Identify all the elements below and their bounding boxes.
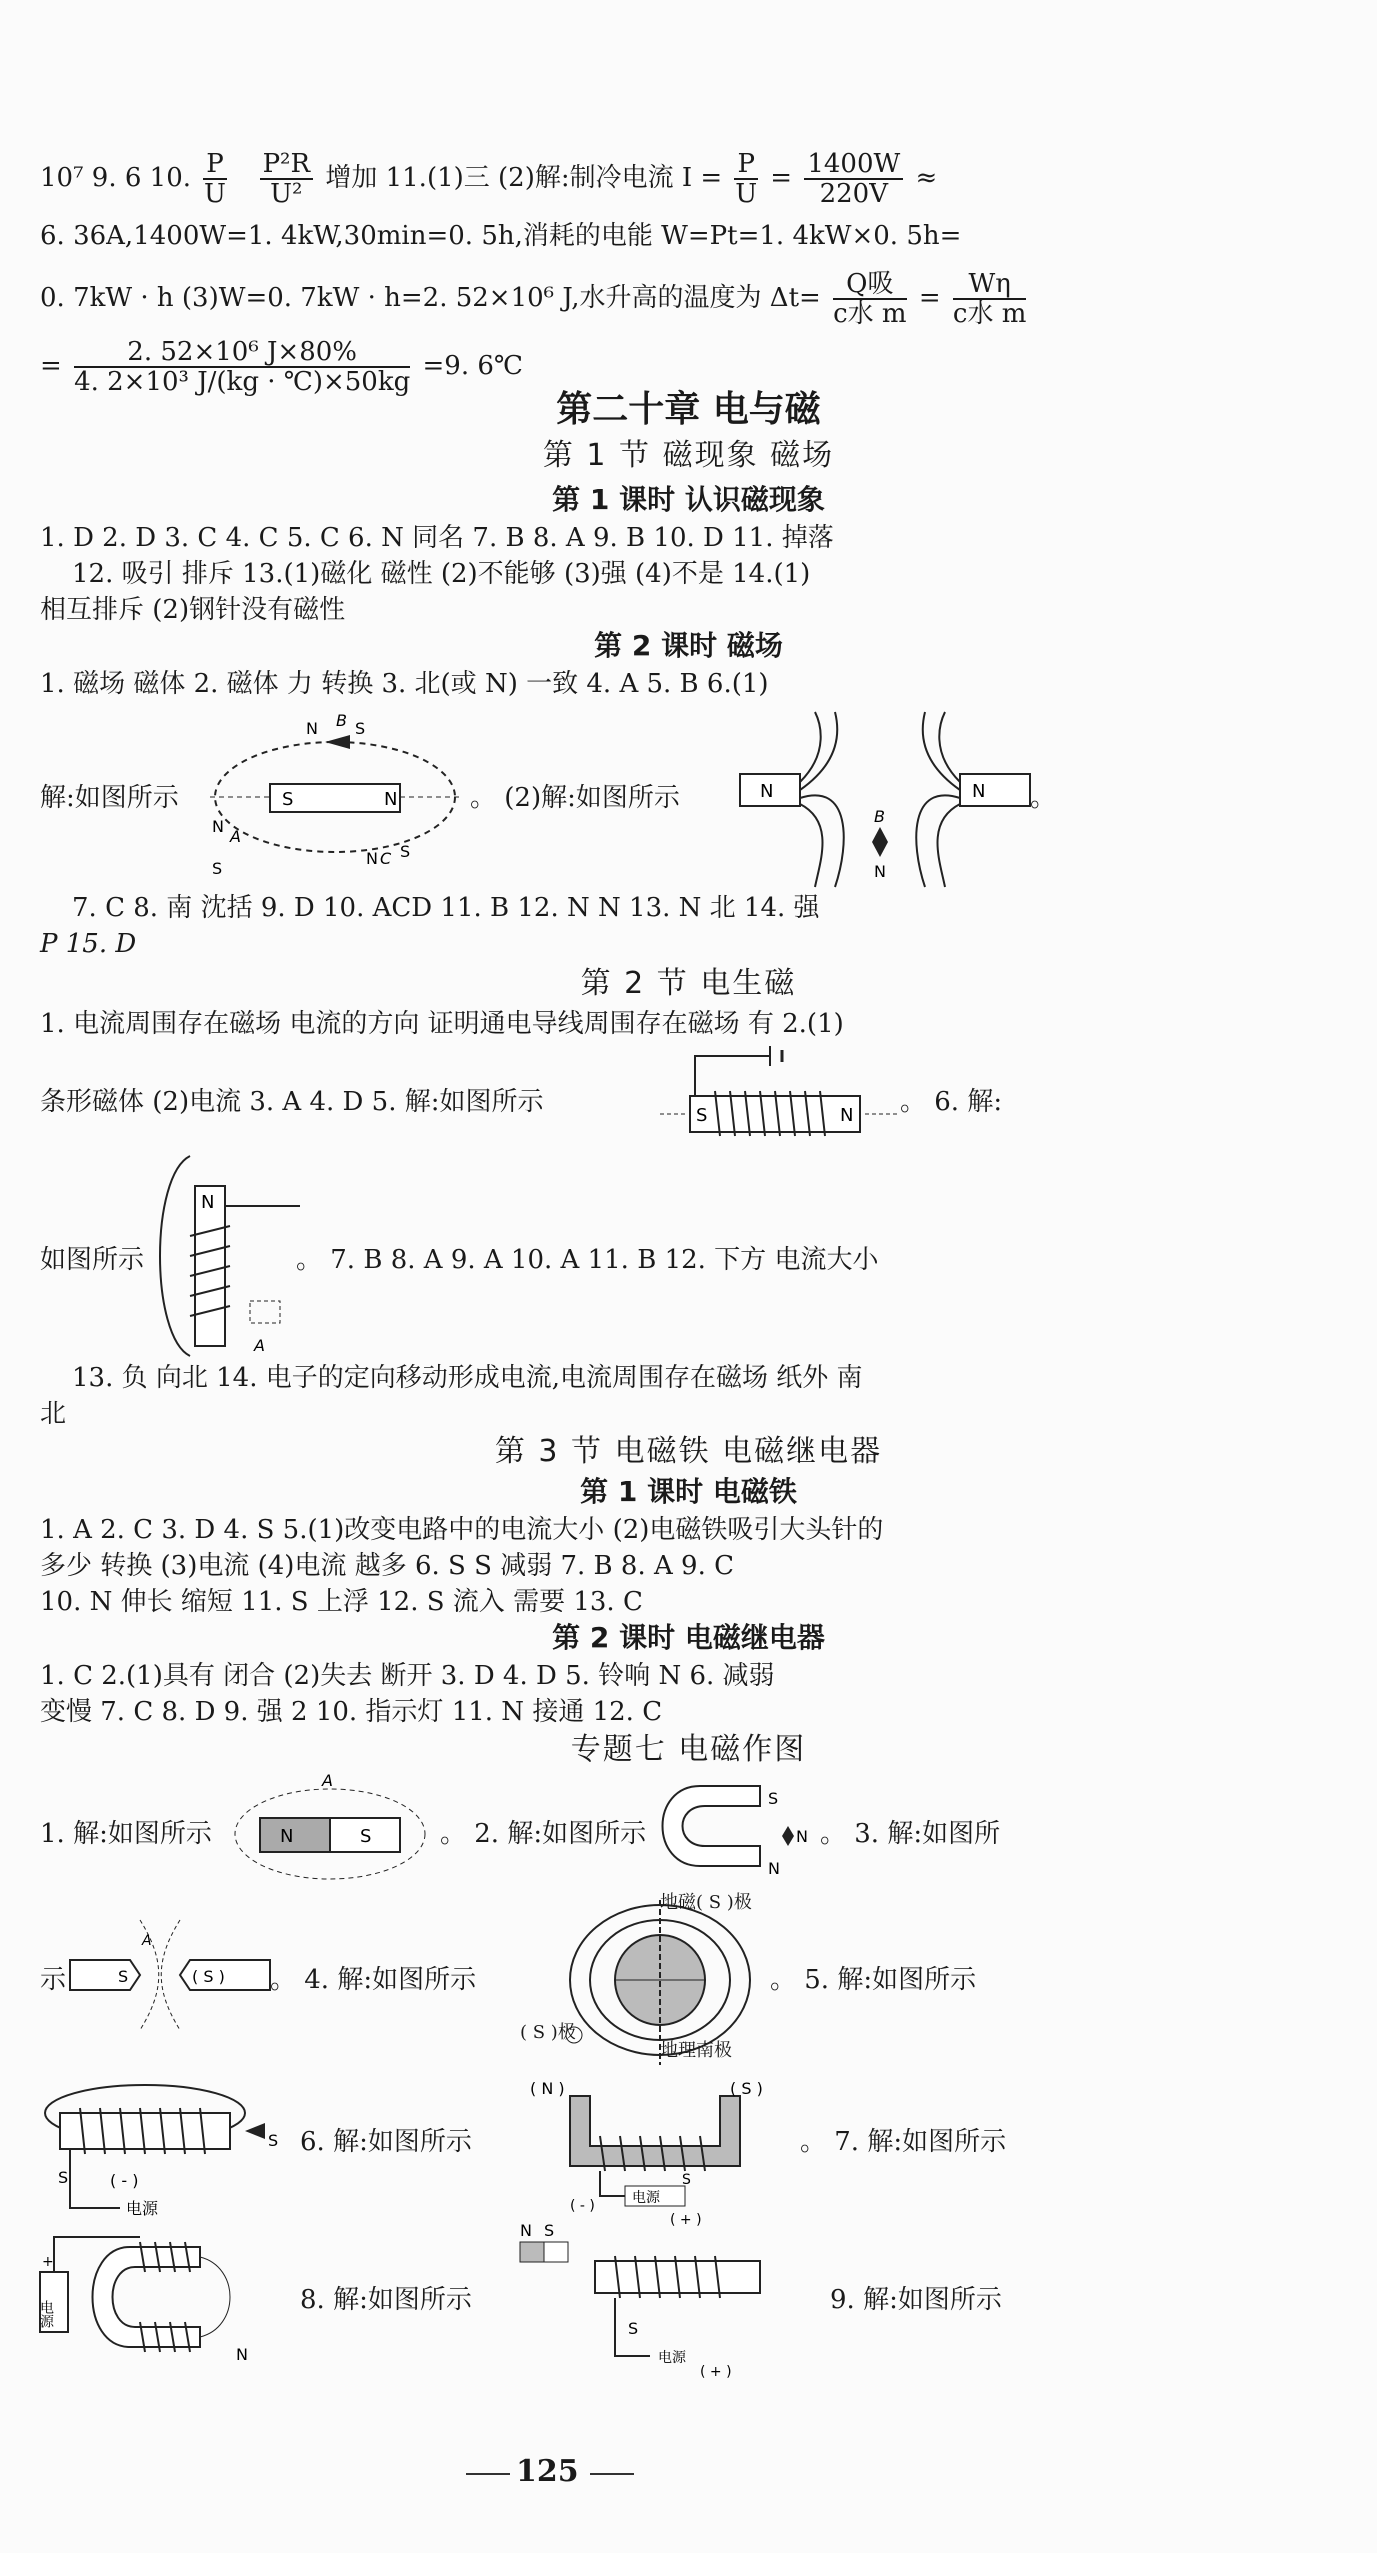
answer-line: 。 3. 解:如图所 xyxy=(820,1819,1001,1849)
label-minus: ( - ) xyxy=(570,2198,595,2214)
text-line xyxy=(40,150,937,208)
answer-line: 。 4. 解:如图所示 xyxy=(270,1965,477,1995)
answer-line: 。 7. 解:如图所示 xyxy=(800,2127,1007,2157)
text-line xyxy=(40,338,523,396)
label-n-paren: ( N ) xyxy=(530,2079,565,2098)
label-n: N xyxy=(760,781,774,802)
label-s: S xyxy=(768,1789,779,1808)
text: = xyxy=(918,283,941,313)
answer-line: 。 xyxy=(1030,783,1057,813)
numerator: 2. 52×10⁶ J×80% xyxy=(74,338,410,368)
answer-line: 。 5. 解:如图所示 xyxy=(770,1965,977,1995)
label-s-paren: ( S ) xyxy=(192,1967,225,1986)
answer-line: 示 xyxy=(40,1965,67,1995)
label-n: N xyxy=(840,1105,854,1126)
label-s: S xyxy=(268,2131,279,2150)
answer-line: 。 2. 解:如图所示 xyxy=(440,1819,647,1849)
text: 增加 11.(1)三 (2)解:制冷电流 I = xyxy=(325,163,723,193)
label-power: 电源 xyxy=(632,2190,660,2206)
text-line: 6. 36A,1400W=1. 4kW,30min=0. 5h,消耗的电能 W=Pt=1. 4kW×0. 5h= xyxy=(40,221,962,251)
text: =9. 6℃ xyxy=(422,351,523,381)
two-magnets-field-figure xyxy=(740,712,1030,892)
electromagnet-figure-9 xyxy=(520,2216,780,2380)
answer-line: 相互排斥 (2)钢针没有磁性 xyxy=(40,595,346,625)
lesson-title: 第 1 课时 电磁铁 xyxy=(580,1475,797,1508)
numerator: 1400W xyxy=(804,150,903,180)
section-title: 第 3 节 电磁铁 电磁继电器 xyxy=(494,1434,883,1469)
u-electromagnet-figure xyxy=(40,2222,290,2372)
section-title: 专题七 电磁作图 xyxy=(570,1732,807,1767)
lesson-title: 第 2 课时 磁场 xyxy=(594,629,783,662)
answer-line: 1. 解:如图所示 xyxy=(40,1819,212,1849)
text: = xyxy=(40,351,62,381)
label-s: S xyxy=(544,2221,555,2240)
solenoid-figure xyxy=(660,1036,900,1166)
numerator: P²R xyxy=(260,150,314,180)
label-power: 电源 xyxy=(38,2300,54,2328)
label-n: N xyxy=(384,789,398,810)
numerator: Wη xyxy=(953,270,1026,300)
answer-line: 解:如图所示 xyxy=(40,783,179,813)
label-n: N xyxy=(280,1826,294,1847)
answer-line: 8. 解:如图所示 xyxy=(300,2285,472,2315)
text-line xyxy=(40,270,1030,328)
answer-line: 6. 解:如图所示 xyxy=(300,2127,472,2157)
electromagnet-figure-7 xyxy=(530,2076,780,2226)
answer-line: 10. N 伸长 缩短 11. S 上浮 12. S 流入 需要 13. C xyxy=(40,1587,643,1617)
label-geo-north: 地磁( S )极 xyxy=(660,1892,752,1913)
answer-line: 13. 负 向北 14. 电子的定向移动形成电流,电流周围存在磁场 纸外 南 xyxy=(72,1363,863,1393)
denominator: 220V xyxy=(819,179,888,209)
page-number: 125 xyxy=(516,2454,579,2489)
label-a: A xyxy=(230,827,241,846)
section-title: 第 2 节 电生磁 xyxy=(580,966,797,1001)
answer-line: 。 (2)解:如图所示 xyxy=(470,783,680,813)
numerator: P xyxy=(203,150,227,180)
label-b: B xyxy=(874,807,885,826)
answer-line: 1. A 2. C 3. D 4. S 5.(1)改变电路中的电流大小 (2)电磁铁吸引大头针的 xyxy=(40,1515,884,1545)
text: ≈ xyxy=(915,163,938,193)
label-s: S xyxy=(696,1105,708,1126)
label-n: N xyxy=(366,849,378,868)
label-n: N xyxy=(768,1859,780,1878)
numerator: P xyxy=(734,150,758,180)
coil-figure xyxy=(150,1156,310,1356)
label-plus: ( + ) xyxy=(670,2212,702,2228)
label-s: S xyxy=(355,719,366,738)
answer-line: 1. D 2. D 3. C 4. C 5. C 6. N 同名 7. B 8. A 9. B 10. D 11. 掉落 xyxy=(40,523,834,553)
label-plus: ( + ) xyxy=(700,2364,732,2380)
fraction xyxy=(833,270,906,328)
answer-line: P 15. D xyxy=(40,929,137,959)
answer-line: 多少 转换 (3)电流 (4)电流 越多 6. S S 减弱 7. B 8. A 9. C xyxy=(40,1551,734,1581)
text: 0. 7kW · h (3)W=0. 7kW · h=2. 52×10⁶ J,水升高的温度为 Δt= xyxy=(40,283,821,313)
label-plus-sign: + xyxy=(42,2254,54,2270)
label-s: S xyxy=(360,1826,372,1847)
answer-line: 变慢 7. C 8. D 9. 强 2 10. 指示灯 11. N 接通 12. C xyxy=(40,1697,663,1727)
label-n: N xyxy=(796,1827,808,1846)
label-c: C xyxy=(380,849,392,868)
answer-line: 1. 电流周围存在磁场 电流的方向 证明通电导线周围存在磁场 有 2.(1) xyxy=(40,1009,844,1039)
label-s: S xyxy=(212,859,223,878)
label-s: S xyxy=(628,2319,639,2338)
text: = xyxy=(770,163,793,193)
answer-line: 12. 吸引 排斥 13.(1)磁化 磁性 (2)不能够 (3)强 (4)不是 14.(1) xyxy=(72,559,811,589)
label-n: N xyxy=(212,817,224,836)
label-n: N xyxy=(306,719,318,738)
answer-line: 1. 磁场 磁体 2. 磁体 力 转换 3. 北(或 N) 一致 4. A 5. B 6.(1) xyxy=(40,669,769,699)
label-s: S xyxy=(400,842,411,861)
fraction xyxy=(804,150,903,208)
divider xyxy=(590,2473,634,2475)
lesson-title: 第 2 课时 电磁继电器 xyxy=(552,1621,825,1654)
divider xyxy=(466,2473,510,2475)
section-title: 第 1 节 磁现象 磁场 xyxy=(542,438,835,473)
label-b: B xyxy=(336,711,347,730)
fraction xyxy=(74,338,410,396)
fraction xyxy=(203,150,227,208)
denominator: c水 m xyxy=(833,299,907,329)
label-a: A xyxy=(142,1933,152,1949)
lesson-title: 第 1 课时 认识磁现象 xyxy=(552,483,825,516)
fraction xyxy=(260,150,314,208)
label-minus: ( - ) xyxy=(110,2171,139,2190)
answer-line: 。 6. 解: xyxy=(900,1087,1003,1117)
label-power: 电源 xyxy=(126,2199,159,2218)
label-s: S xyxy=(118,1967,129,1986)
answer-line: 北 xyxy=(40,1399,67,1429)
label-n: N xyxy=(874,862,886,881)
label-n: N xyxy=(520,2221,532,2240)
label-a: A xyxy=(322,1771,333,1790)
label-power: 电源 xyxy=(658,2350,686,2366)
label-s-pole: ( S )极 xyxy=(520,2022,576,2043)
label-s: S xyxy=(282,789,294,810)
label-n: N xyxy=(236,2345,248,2364)
label-s: S xyxy=(682,2172,691,2188)
fraction xyxy=(953,270,1026,328)
label-s: S xyxy=(58,2168,69,2187)
label-n: N xyxy=(201,1192,215,1213)
numerator: Q吸 xyxy=(833,270,906,300)
answer-line: 如图所示 xyxy=(40,1245,145,1275)
label-n: N xyxy=(972,781,986,802)
answer-line: 7. C 8. 南 沈括 9. D 10. ACD 11. B 12. N N 13. N 北 14. 强 xyxy=(72,893,820,923)
two-poles-figure xyxy=(70,1920,270,2030)
denominator: 4. 2×10³ J/(kg · ℃)×50kg xyxy=(74,367,411,397)
bar-magnet-figure xyxy=(230,1771,430,1894)
answer-line: 。 7. B 8. A 9. A 10. A 11. B 12. 下方 电流大小 xyxy=(296,1245,879,1275)
answer-line: 1. C 2.(1)具有 闭合 (2)失去 断开 3. D 4. D 5. 铃响 N 6. 减弱 xyxy=(40,1661,775,1691)
answer-line: 条形磁体 (2)电流 3. A 4. D 5. 解:如图所示 xyxy=(40,1087,544,1117)
denominator: U² xyxy=(270,179,303,209)
text: 10⁷ 9. 6 10. xyxy=(40,163,191,193)
chapter-title: 第二十章 电与磁 xyxy=(556,389,821,430)
denominator: c水 m xyxy=(952,299,1027,329)
denominator: U xyxy=(735,179,758,209)
fraction xyxy=(734,150,758,208)
answer-line: 9. 解:如图所示 xyxy=(830,2285,1002,2315)
denominator: U xyxy=(204,179,226,209)
label-a: A xyxy=(254,1336,265,1355)
electromagnet-figure-6 xyxy=(40,2078,290,2218)
bar-magnet-field-figure xyxy=(200,712,470,882)
u-magnet-figure xyxy=(650,1776,820,1876)
label-geo-south: 地理南极 xyxy=(660,2040,732,2061)
label-s-paren: ( S ) xyxy=(730,2079,763,2098)
